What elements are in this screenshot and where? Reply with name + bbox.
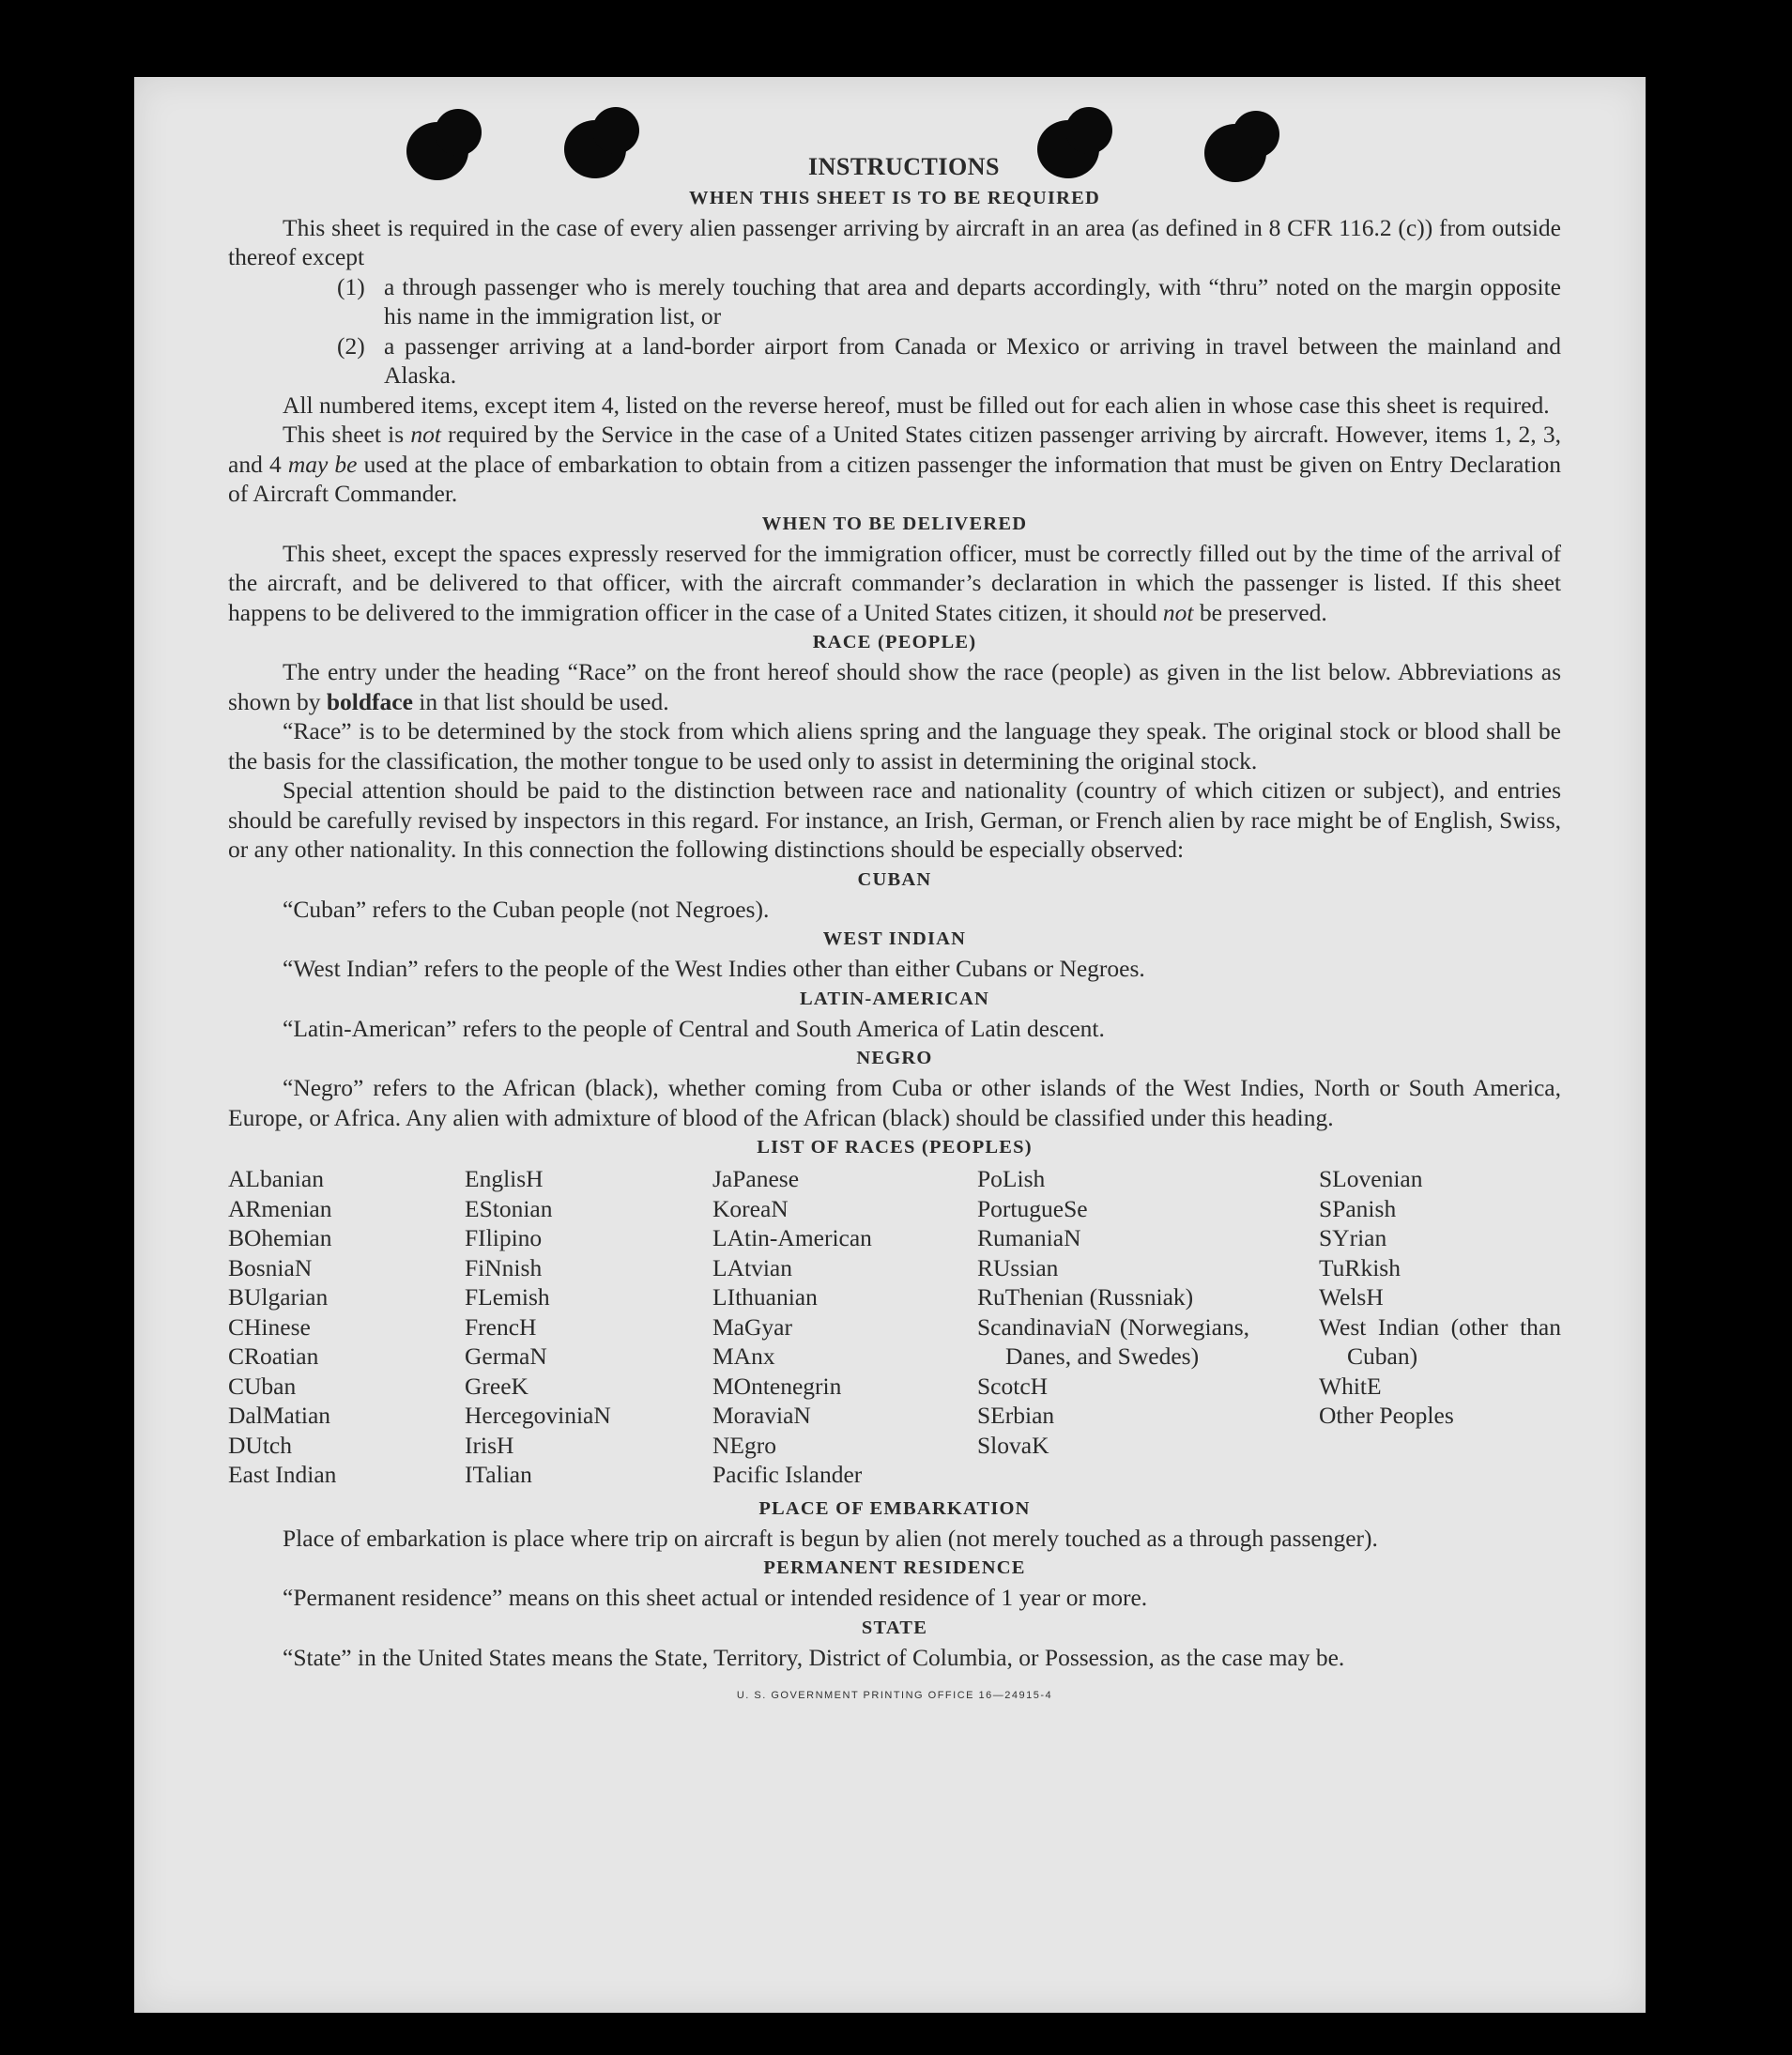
section-heading: WHEN THIS SHEET IS TO BE REQUIRED	[689, 187, 1100, 208]
race-entry: Pacific Islander	[712, 1461, 863, 1488]
race-entry: FiNnish	[465, 1253, 543, 1281]
races-column-5	[1319, 1164, 1561, 1490]
section-heading: RACE (PEOPLE)	[812, 632, 977, 652]
printer-imprint: U. S. GOVERNMENT PRINTING OFFICE 16—24915-4	[736, 1690, 1053, 1701]
race-entry: PortugueSe	[977, 1194, 1088, 1222]
paragraph: “Latin-American” refers to the people of Central and South America of Latin descent.	[283, 1014, 1105, 1042]
section-heading: WEST INDIAN	[822, 928, 967, 949]
race-entry: SYrian	[1319, 1224, 1387, 1251]
section-heading: NEGRO	[856, 1048, 933, 1068]
race-entry: BOhemian	[228, 1224, 332, 1251]
section-heading: WHEN TO BE DELIVERED	[761, 513, 1028, 534]
race-entry: LIthuanian	[712, 1283, 818, 1311]
race-entry: BUlgarian	[228, 1283, 329, 1311]
paragraph: Place of embarkation is place where trip on aircraft is begun by alien (not merely touched as a through passenger).	[283, 1524, 1378, 1552]
race-entry: SErbian	[977, 1402, 1055, 1429]
races-column-1	[228, 1164, 465, 1490]
race-entry: West Indian (other than Cuban)	[1319, 1312, 1561, 1370]
race-entry: CUban	[228, 1372, 297, 1400]
race-entry: DalMatian	[228, 1402, 331, 1429]
paragraph: All numbered items, except item 4, listed on the reverse hereof, must be filled out for each alien in whose case this sheet is required.	[283, 391, 1550, 419]
race-entry: FIlipino	[465, 1224, 543, 1251]
race-entry: NEgro	[712, 1431, 776, 1459]
races-column-3	[712, 1164, 977, 1490]
paragraph: “West Indian” refers to the people of the West Indies other than either Cubans or Negroes.	[283, 955, 1145, 982]
race-entry: KoreaN	[712, 1194, 789, 1222]
section-heading: STATE	[861, 1617, 928, 1638]
paragraph: “Race” is to be determined by the stock from which aliens spring and the language they speak. The original stock or blood shall be the basis for the classification, the mother tongue to be used only to assist in determining the original stock.	[228, 717, 1561, 774]
section-heading: LATIN-AMERICAN	[799, 988, 990, 1009]
race-entry: PoLish	[977, 1165, 1046, 1192]
race-entry: SlovaK	[977, 1431, 1049, 1459]
race-entry: WelsH	[1319, 1283, 1384, 1311]
page-title: INSTRUCTIONS	[808, 153, 1000, 180]
race-entry: BosniaN	[228, 1253, 313, 1281]
race-entry: EStonian	[465, 1194, 553, 1222]
race-entry: ScotcH	[977, 1372, 1049, 1400]
race-entry: DUtch	[228, 1431, 292, 1459]
race-entry: RUssian	[977, 1253, 1059, 1281]
race-entry: Other Peoples	[1319, 1402, 1454, 1429]
race-entry: EnglisH	[465, 1165, 544, 1192]
paragraph: This sheet, except the spaces expressly reserved for the immigration officer, must be correctly filled out by the time of the arrival of the aircraft, and be delivered to that officer, with the aircraft commander’s declaration in which the passenger is listed. If this sheet happens to be delivered to the immigration officer in the case of a United States citizen, it should not be preserved.	[228, 539, 1561, 626]
section-heading: PLACE OF EMBARKATION	[758, 1497, 1031, 1519]
paragraph: “Permanent residence” means on this sheet actual or intended residence of 1 year or more.	[283, 1584, 1148, 1611]
race-entry: TuRkish	[1319, 1253, 1401, 1281]
paragraph: The entry under the heading “Race” on the front hereof should show the race (people) as given in the list below. Abbreviations as shown by boldface in that list should be used.	[228, 658, 1561, 715]
race-entry: RuThenian (Russniak)	[977, 1283, 1194, 1311]
item-number: (2)	[337, 331, 365, 360]
race-entry: MoraviaN	[712, 1402, 811, 1429]
race-entry: GreeK	[465, 1372, 528, 1400]
races-column-4	[977, 1164, 1249, 1490]
race-entry: MOntenegrin	[712, 1372, 842, 1400]
item-text: a passenger arriving at a land-border airport from Canada or Mexico or arriving in travel between the mainland and Alaska.	[384, 331, 1561, 389]
paragraph: “State” in the United States means the State, Territory, District of Columbia, or Possession, as the case may be.	[283, 1643, 1345, 1671]
race-entry: GermaN	[465, 1342, 547, 1370]
race-entry: MaGyar	[712, 1312, 792, 1341]
race-entry: CHinese	[228, 1312, 311, 1341]
race-entry: FLemish	[465, 1283, 550, 1311]
race-entry: IrisH	[465, 1431, 514, 1459]
race-entry: SLovenian	[1319, 1165, 1423, 1192]
race-entry: LAtvian	[712, 1253, 792, 1281]
race-entry: HercegoviniaN	[465, 1402, 611, 1429]
document-sheet	[134, 77, 1646, 2013]
race-entry: FrencH	[465, 1312, 537, 1341]
paragraph: This sheet is required in the case of every alien passenger arriving by aircraft in an area (as defined in 8 CFR 116.2 (c)) from outside thereof except	[228, 213, 1561, 270]
section-heading: LIST OF RACES (PEOPLES)	[757, 1137, 1033, 1158]
race-entry: ITalian	[465, 1461, 532, 1488]
section-heading: CUBAN	[857, 868, 932, 890]
paragraph: This sheet is not required by the Service in the case of a United States citizen passenger arriving by aircraft. However, items 1, 2, 3, and 4 may be used at the place of embarkation to obtain from a citizen passenger the information that must be given on Entry Declaration of Aircraft Commander.	[228, 421, 1562, 507]
race-entry: LAtin-American	[712, 1224, 872, 1251]
race-entry: East Indian	[228, 1461, 337, 1488]
paragraph: Special attention should be paid to the distinction between race and nationality (country of which citizen or subject), and entries should be carefully revised by inspectors in this regard. For instance, an Irish, German, or French alien by race might be of English, Swiss, or any other nationality. In this connection the following distinctions should be especially observed:	[228, 776, 1561, 863]
race-entry: SPanish	[1319, 1194, 1397, 1222]
race-entry: RumaniaN	[977, 1224, 1081, 1251]
race-entry: ALbanian	[228, 1165, 324, 1192]
race-entry: ARmenian	[228, 1194, 332, 1222]
races-column-2	[465, 1164, 712, 1490]
race-entry: WhitE	[1319, 1372, 1382, 1400]
race-entry: ScandinaviaN (Norwegians, Danes, and Swedes)	[977, 1312, 1249, 1370]
list-item	[228, 272, 1561, 331]
race-entry: CRoatian	[228, 1342, 319, 1370]
paragraph: “Negro” refers to the African (black), whether coming from Cuba or other islands of the West Indies, North or South America, Europe, or Africa. Any alien with admixture of blood of the African (black) should be classified under this heading.	[228, 1074, 1561, 1131]
section-heading: PERMANENT RESIDENCE	[763, 1557, 1026, 1578]
paragraph: “Cuban” refers to the Cuban people (not Negroes).	[283, 895, 770, 923]
race-entry: MAnx	[712, 1342, 775, 1370]
item-text: a through passenger who is merely touching that area and departs accordingly, with “thru” noted on the margin opposite his name in the immigration list, or	[384, 272, 1561, 330]
item-number: (1)	[337, 272, 365, 300]
instructions-content	[228, 152, 1561, 1711]
race-entry: JaPanese	[712, 1165, 800, 1192]
list-item	[228, 331, 1561, 391]
races-list	[228, 1164, 1561, 1490]
